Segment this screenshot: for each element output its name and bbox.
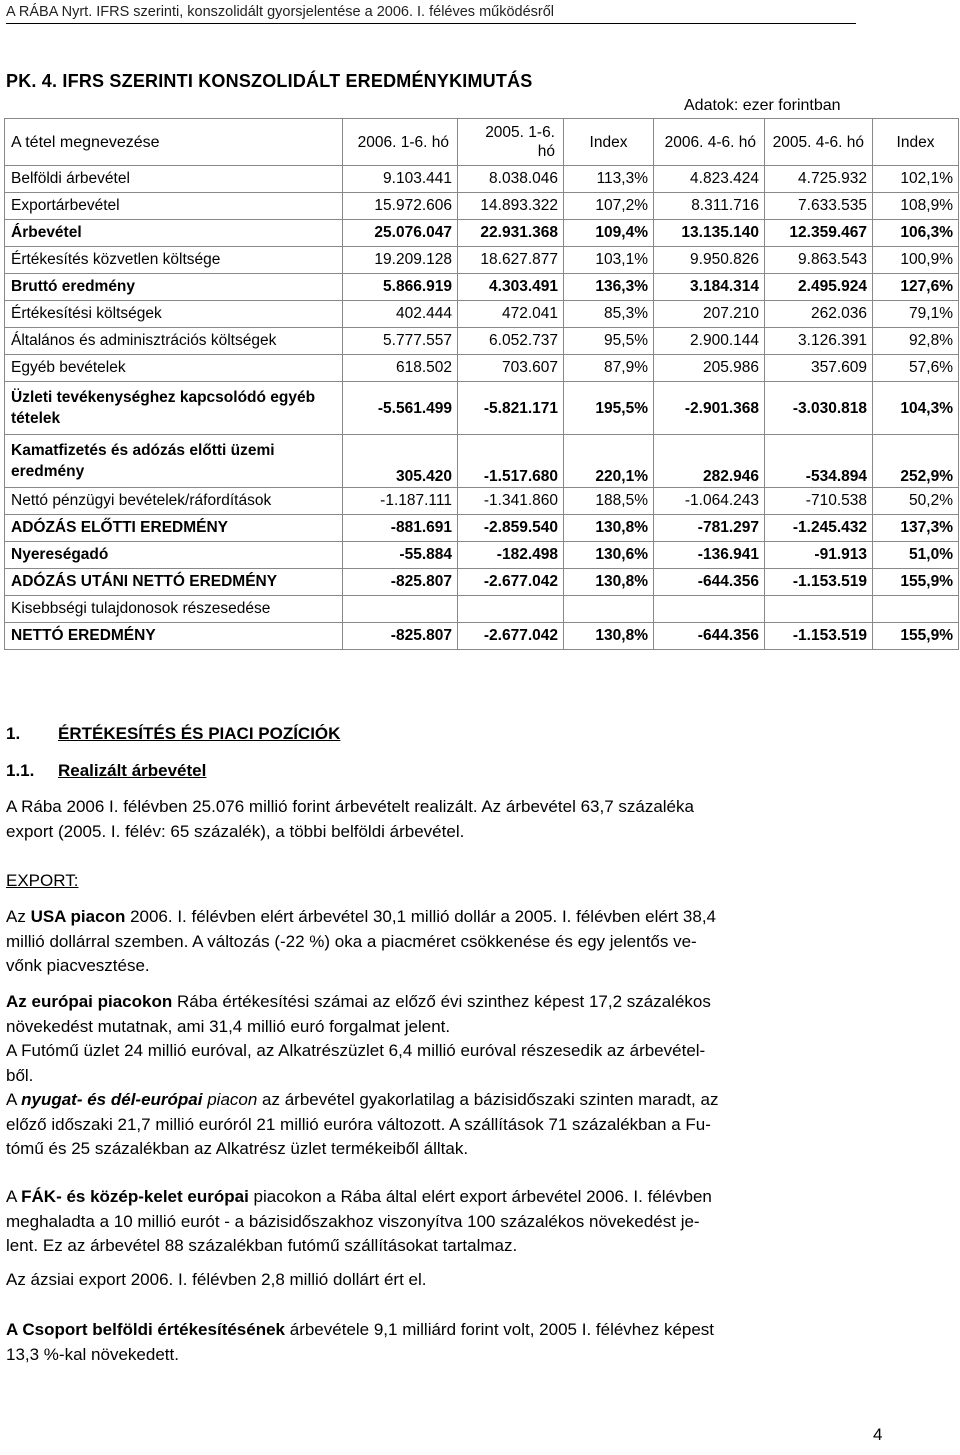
row-value: 5.777.557: [343, 328, 458, 355]
row-value: 127,6%: [873, 274, 959, 301]
col-header-2006-h1: 2006. 1-6. hó: [343, 119, 458, 166]
row-value: 155,9%: [873, 569, 959, 596]
row-value: 205.986: [654, 355, 765, 382]
row-label: Árbevétel: [5, 220, 343, 247]
table-row: [5, 301, 959, 328]
table-header-row: [5, 119, 959, 166]
page-number: 4: [873, 1425, 883, 1444]
row-value: -182.498: [458, 542, 564, 569]
row-value: 7.633.535: [765, 193, 873, 220]
row-value: 207.210: [654, 301, 765, 328]
row-value: -534.894: [765, 435, 873, 488]
col-header-2005-q2: 2005. 4-6. hó: [765, 119, 873, 166]
row-value: 130,6%: [564, 542, 654, 569]
eu-line: növekedést mutatnak, ami 31,4 millió euró forgalmat jelent.: [6, 1016, 451, 1036]
row-value: 357.609: [765, 355, 873, 382]
row-value: 12.359.467: [765, 220, 873, 247]
section-title: PK. 4. IFRS SZERINTI KONSZOLIDÁLT EREDMÉNYKIMUTÁS: [6, 71, 533, 91]
col-header-index-h1: Index: [564, 119, 654, 166]
row-value: 102,1%: [873, 166, 959, 193]
row-value: 130,8%: [564, 623, 654, 650]
row-value: 2.900.144: [654, 328, 765, 355]
table-row: [5, 623, 959, 650]
table-row: [5, 515, 959, 542]
row-value: 188,5%: [564, 488, 654, 515]
paragraph-intro-line: export (2005. I. félév: 65 százalék), a többi belföldi árbevétel.: [6, 821, 465, 841]
row-value: [458, 596, 564, 623]
col-header-item: A tétel megnevezése: [5, 119, 343, 166]
eu-line: A Futómű üzlet 24 millió euróval, az Alkatrészüzlet 6,4 millió euróval részesedik az árbevétel-: [6, 1041, 706, 1060]
table-row: [5, 569, 959, 596]
row-value: -3.030.818: [765, 382, 873, 435]
row-value: 22.931.368: [458, 220, 564, 247]
table-row: [5, 328, 959, 355]
section-1-heading: [6, 722, 886, 747]
section-1-1-title: Realizált árbevétel: [58, 761, 207, 780]
row-value: 108,9%: [873, 193, 959, 220]
table-row: [5, 488, 959, 515]
row-value: -2.677.042: [458, 569, 564, 596]
row-value: 79,1%: [873, 301, 959, 328]
row-value: 305.420: [343, 435, 458, 488]
fak-line: lent. Ez az árbevétel 88 százalékban futómű szállításokat tartalmaz.: [6, 1236, 518, 1255]
eu-line: ből.: [6, 1065, 34, 1085]
row-value: -55.884: [343, 542, 458, 569]
row-value: 9.103.441: [343, 166, 458, 193]
row-value: 107,2%: [564, 193, 654, 220]
row-value: [654, 596, 765, 623]
paragraph-intro-line: A Rába 2006 I. félévben 25.076 millió forint árbevételt realizált. Az árbevétel 63,7 százaléka: [6, 797, 694, 816]
row-value: -2.677.042: [458, 623, 564, 650]
row-value: 3.126.391: [765, 328, 873, 355]
row-label: Bruttó eredmény: [5, 274, 343, 301]
table-row: [5, 435, 959, 488]
row-label: Nyereségadó: [5, 542, 343, 569]
row-value: 220,1%: [564, 435, 654, 488]
row-value: 195,5%: [564, 382, 654, 435]
row-value: 92,8%: [873, 328, 959, 355]
paragraph-cis: [6, 1185, 886, 1259]
row-label: ADÓZÁS ELŐTTI EREDMÉNY: [5, 515, 343, 542]
row-value: -644.356: [654, 623, 765, 650]
row-value: 18.627.877: [458, 247, 564, 274]
row-value: -644.356: [654, 569, 765, 596]
row-value: -1.517.680: [458, 435, 564, 488]
row-value: [343, 596, 458, 623]
usa-line: millió dollárral szemben. A változás (-22 %) oka a piacméret csökkenése és egy jelentős ve-: [6, 931, 697, 951]
paragraph-asia: Az ázsiai export 2006. I. félévben 2,8 millió dollárt ért el.: [6, 1270, 427, 1289]
table-row: [5, 596, 959, 623]
dom-line: árbevétele 9,1 milliárd forint volt, 2005 I. félévhez képest: [285, 1320, 715, 1339]
row-value: 87,9%: [564, 355, 654, 382]
paragraph-usa: [6, 905, 886, 979]
row-value: 252,9%: [873, 435, 959, 488]
row-label: Nettó pénzügyi bevételek/ráfordítások: [5, 488, 343, 515]
row-value: -5.561.499: [343, 382, 458, 435]
row-value: 2.495.924: [765, 274, 873, 301]
row-value: 155,9%: [873, 623, 959, 650]
row-value: -2.859.540: [458, 515, 564, 542]
row-label: Általános és adminisztrációs költségek: [5, 328, 343, 355]
row-value: 51,0%: [873, 542, 959, 569]
row-value: [765, 596, 873, 623]
table-row: [5, 220, 959, 247]
table-row: [5, 193, 959, 220]
row-value: -1.153.519: [765, 623, 873, 650]
table-row: [5, 274, 959, 301]
usa-prefix: Az: [6, 907, 31, 926]
west-prefix: A: [6, 1090, 22, 1109]
section-1-1-heading: [6, 759, 886, 784]
row-value: 137,3%: [873, 515, 959, 542]
table-row: [5, 166, 959, 193]
row-value: 106,3%: [873, 220, 959, 247]
eu-bold: Az európai piacokon: [6, 992, 173, 1011]
row-value: [873, 596, 959, 623]
eu-line: Rába értékesítési számai az előző évi szinthez képest 17,2 százalékos: [172, 992, 711, 1011]
row-value: 8.038.046: [458, 166, 564, 193]
row-value: 262.036: [765, 301, 873, 328]
dom-bold: A Csoport belföldi értékesítésének: [6, 1320, 286, 1339]
row-value: -2.901.368: [654, 382, 765, 435]
row-label: Értékesítési költségek: [5, 301, 343, 328]
export-heading: [6, 869, 886, 894]
row-value: -825.807: [343, 569, 458, 596]
row-value: 100,9%: [873, 247, 959, 274]
row-value: 9.950.826: [654, 247, 765, 274]
row-value: 130,8%: [564, 569, 654, 596]
row-value: 104,3%: [873, 382, 959, 435]
row-value: -710.538: [765, 488, 873, 515]
usa-line: 2006. I. félévben elért árbevétel 30,1 millió dollár a 2005. I. félévben elért 38,4: [125, 907, 716, 926]
row-value: 103,1%: [564, 247, 654, 274]
row-value: -1.245.432: [765, 515, 873, 542]
west-line: az árbevétel gyakorlatilag a bázisidőszaki szinten maradt, az: [257, 1090, 719, 1109]
row-label: ADÓZÁS UTÁNI NETTÓ EREDMÉNY: [5, 569, 343, 596]
col-header-2006-q2: 2006. 4-6. hó: [654, 119, 765, 166]
paragraph-domestic: [6, 1318, 886, 1367]
row-value: 402.444: [343, 301, 458, 328]
section-1-1-number: 1.1.: [6, 761, 35, 780]
unit-note: Adatok: ezer forintban: [684, 97, 841, 114]
fak-line: meghaladta a 10 millió eurót - a bázisidőszakhoz viszonyítva 100 százalékos növekedést je-: [6, 1211, 700, 1231]
paragraph-intro: [6, 795, 886, 844]
row-value: -1.153.519: [765, 569, 873, 596]
west-line: tómű és 25 százalékban az Alkatrész üzlet termékeiből álltak.: [6, 1139, 469, 1158]
row-value: 13.135.140: [654, 220, 765, 247]
usa-line: vőnk piacvesztése.: [6, 956, 150, 975]
row-value: -1.064.243: [654, 488, 765, 515]
row-value: -5.821.171: [458, 382, 564, 435]
row-value: 618.502: [343, 355, 458, 382]
table-row: [5, 542, 959, 569]
paragraph-west-europe: [6, 1088, 886, 1162]
row-value: 6.052.737: [458, 328, 564, 355]
row-label: Értékesítés közvetlen költsége: [5, 247, 343, 274]
row-value: 95,5%: [564, 328, 654, 355]
row-value: 9.863.543: [765, 247, 873, 274]
row-value: -825.807: [343, 623, 458, 650]
row-value: 3.184.314: [654, 274, 765, 301]
row-value: 130,8%: [564, 515, 654, 542]
paragraph-europe: [6, 990, 886, 1088]
row-value: -781.297: [654, 515, 765, 542]
row-value: 113,3%: [564, 166, 654, 193]
fak-prefix: A: [6, 1187, 22, 1206]
row-value: 5.866.919: [343, 274, 458, 301]
row-value: -1.341.860: [458, 488, 564, 515]
row-value: 109,4%: [564, 220, 654, 247]
row-value: 50,2%: [873, 488, 959, 515]
west-italic: piacon: [202, 1090, 258, 1109]
row-value: 136,3%: [564, 274, 654, 301]
row-value: 15.972.606: [343, 193, 458, 220]
col-header-index-q2: Index: [873, 119, 959, 166]
row-label: Kamatfizetés és adózás előtti üzemi eredmény: [5, 435, 343, 488]
table-row: [5, 382, 959, 435]
fak-bold: FÁK- és közép-kelet európai: [21, 1187, 249, 1206]
table-row: [5, 355, 959, 382]
section-1-number: 1.: [6, 724, 21, 743]
row-value: -136.941: [654, 542, 765, 569]
page-header: A RÁBA Nyrt. IFRS szerinti, konszolidált gyorsjelentése a 2006. I. féléves működésről: [6, 4, 856, 24]
row-value: -1.187.111: [343, 488, 458, 515]
income-statement-table: [4, 118, 959, 650]
row-value: 703.607: [458, 355, 564, 382]
section-1-title: ÉRTÉKESÍTÉS ÉS PIACI POZÍCIÓK: [58, 724, 341, 743]
row-value: 25.076.047: [343, 220, 458, 247]
row-label: Kisebbségi tulajdonosok részesedése: [5, 596, 343, 623]
table-row: [5, 247, 959, 274]
row-value: 4.823.424: [654, 166, 765, 193]
fak-line: piacokon a Rába által elért export árbevétel 2006. I. félévben: [248, 1187, 712, 1206]
row-value: 85,3%: [564, 301, 654, 328]
row-label: NETTÓ EREDMÉNY: [5, 623, 343, 650]
export-heading-text: EXPORT:: [6, 871, 79, 890]
row-value: 4.725.932: [765, 166, 873, 193]
west-line: előző időszaki 21,7 millió euróról 21 millió euróra változott. A szállítások 71 százalékban a Fu-: [6, 1114, 711, 1134]
row-value: 472.041: [458, 301, 564, 328]
row-value: 14.893.322: [458, 193, 564, 220]
row-label: Exportárbevétel: [5, 193, 343, 220]
row-value: -91.913: [765, 542, 873, 569]
west-bold: nyugat- és dél-európai: [21, 1090, 203, 1109]
dom-line: 13,3 %-kal növekedett.: [6, 1344, 179, 1364]
row-label: Belföldi árbevétel: [5, 166, 343, 193]
row-value: 19.209.128: [343, 247, 458, 274]
row-value: -881.691: [343, 515, 458, 542]
row-value: 8.311.716: [654, 193, 765, 220]
row-value: [564, 596, 654, 623]
row-label: Üzleti tevékenységhez kapcsolódó egyéb tételek: [5, 382, 343, 435]
usa-bold: USA piacon: [30, 907, 126, 926]
row-label: Egyéb bevételek: [5, 355, 343, 382]
row-value: 4.303.491: [458, 274, 564, 301]
col-header-2005-h1: 2005. 1-6. hó: [458, 119, 564, 166]
row-value: 282.946: [654, 435, 765, 488]
row-value: 57,6%: [873, 355, 959, 382]
table-body: [5, 166, 959, 650]
